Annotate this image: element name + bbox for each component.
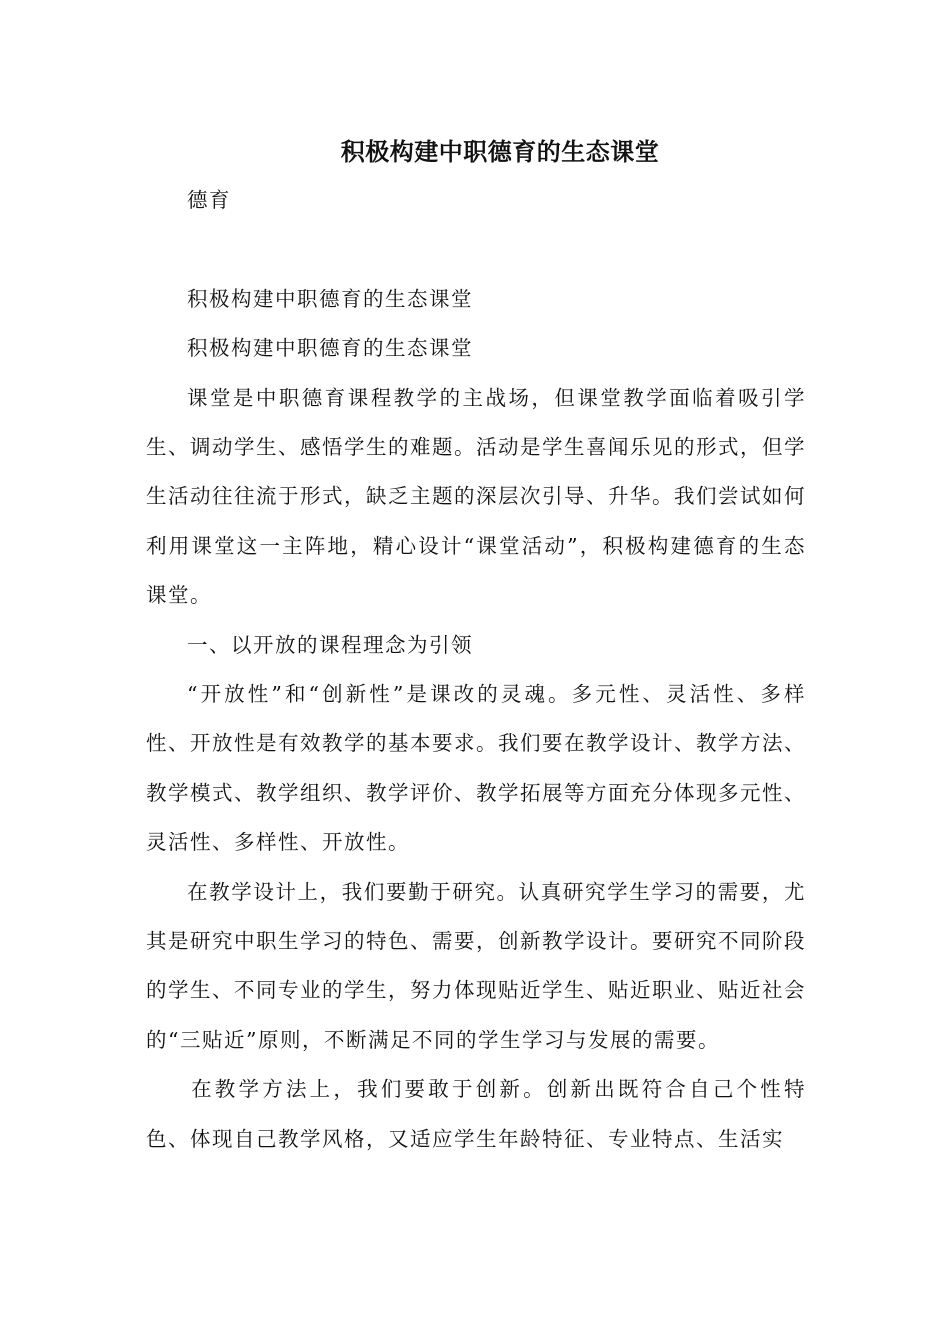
category-label: 德育	[187, 188, 231, 212]
subtitle-line-1: 积极构建中职德育的生态课堂	[187, 286, 473, 311]
paragraph-teaching-design: 在教学设计上，我们要勤于研究。认真研究学生学习的需要，尤其是研究中职生学习的特色、需要，创新教学设计。要研究不同阶段的学生、不同专业的学生，努力体现贴近学生、贴近职业、贴近社会的“三贴近”原则，不断满足不同的学生学习与发展的需要。	[146, 879, 806, 1052]
paragraph-intro: 课堂是中职德育课程教学的主战场，但课堂教学面临着吸引学生、调动学生、感悟学生的难题。活动是学生喜闻乐见的形式，但学生活动往往流于形式，缺乏主题的深层次引导、升华。我们尝试如何利用课堂这一主阵地，精心设计“课堂活动”，积极构建德育的生态课堂。	[146, 385, 806, 608]
document-body	[146, 176, 806, 1164]
paragraph-teaching-method: 在教学方法上，我们要敢于创新。创新出既符合自己个性特色、体现自己教学风格，又适应学生年龄特征、专业特点、生活实	[146, 1077, 806, 1151]
subtitle-line-2: 积极构建中职德育的生态课堂	[187, 336, 473, 361]
section-heading-1: 一、以开放的课程理念为引领	[187, 632, 473, 657]
blank-line	[146, 225, 806, 274]
paragraph-openness: “开放性”和“创新性”是课改的灵魂。多元性、灵活性、多样性、开放性是有效教学的基本要求。我们要在教学设计、教学方法、教学模式、教学组织、教学评价、教学拓展等方面充分体现多元性、灵活性、多样性、开放性。	[146, 682, 806, 855]
document-title: 积极构建中职德育的生态课堂	[340, 138, 660, 166]
